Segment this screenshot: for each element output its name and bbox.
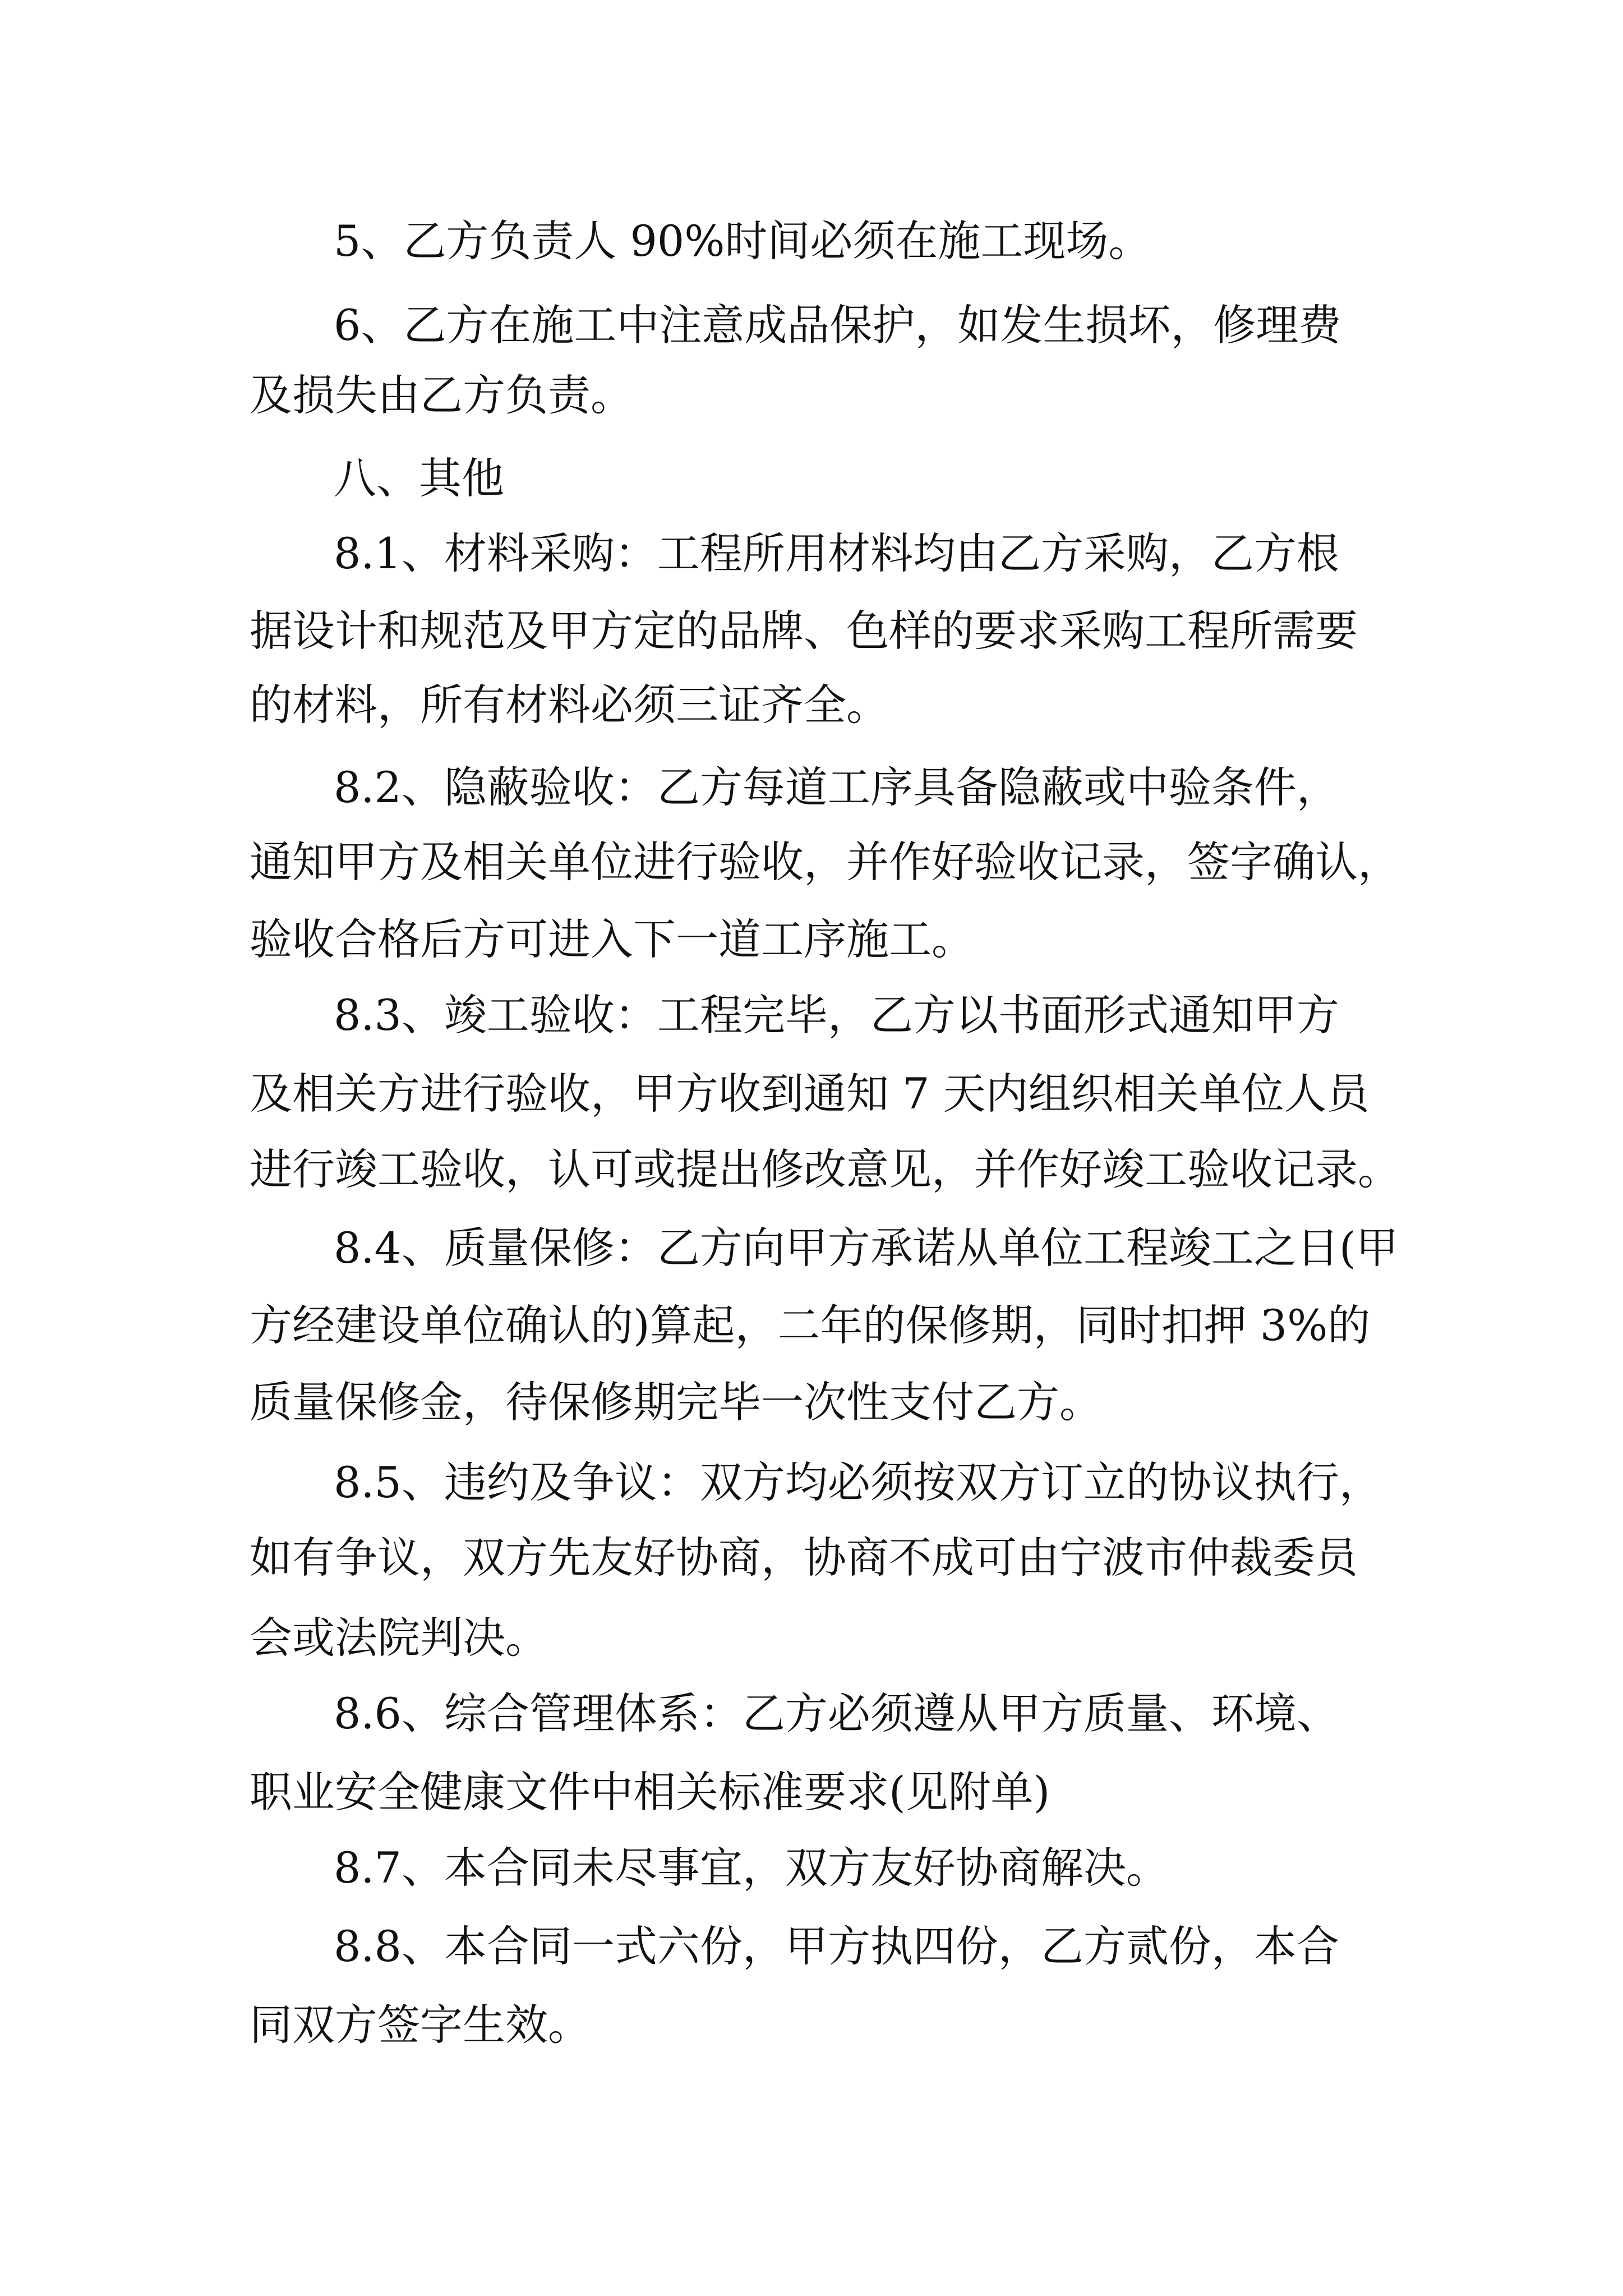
clause-8-2-line-1: 8.2、隐蔽验收：乙方每道工序具备隐蔽或中验条件， [334,762,1339,812]
clause-8-4-line-1: 8.4、质量保修：乙方向甲方承诺从单位工程竣工之日(甲 [334,1223,1399,1273]
clause-6-line-1: 6、乙方在施工中注意成品保护，如发生损坏，修理费 [334,300,1341,350]
clause-8-7-line-1: 8.7、本合同未尽事宜，双方友好协商解决。 [334,1843,1169,1893]
clause-8-8-line-2: 同双方签字生效。 [250,2000,591,2050]
clause-8-3-line-1: 8.3、竣工验收：工程完毕，乙方以书面形式通知甲方 [334,990,1339,1040]
clause-8-2-line-3: 验收合格后方可进入下一道工序施工。 [250,914,974,964]
section-8-heading: 八、其他 [334,453,504,503]
clause-8-3-line-2: 及相关方进行验收，甲方收到通知 7 天内组织相关单位人员 [250,1069,1370,1119]
clause-6-line-2: 及损失由乙方负责。 [250,370,633,420]
clause-8-4-line-3: 质量保修金，待保修期完毕一次性支付乙方。 [250,1377,1102,1427]
clause-8-5-line-3: 会或法院判决。 [250,1613,548,1663]
clause-8-1-line-1: 8.1、材料采购：工程所用材料均由乙方采购，乙方根 [334,528,1339,578]
clause-8-1-line-3: 的材料，所有材料必须三证齐全。 [250,680,889,730]
clause-8-6-line-2: 职业安全健康文件中相关标准要求(见附单) [250,1767,1050,1817]
clause-8-8-line-1: 8.8、本合同一式六份，甲方执四份，乙方贰份，本合 [334,1921,1339,1971]
clause-8-5-line-2: 如有争议，双方先友好协商，协商不成可由宁波市仲裁委员 [250,1533,1358,1582]
clause-8-3-line-3: 进行竣工验收，认可或提出修改意见，并作好竣工验收记录。 [250,1144,1400,1194]
clause-5-line-1: 5、乙方负责人 90%时间必须在施工现场。 [334,216,1151,266]
clause-8-5-line-1: 8.5、违约及争议：双方均必须按双方订立的协议执行， [334,1457,1382,1507]
clause-8-4-line-2: 方经建设单位确认的)算起，二年的保修期，同时扣押 3%的 [250,1300,1371,1350]
clause-8-1-line-2: 据设计和规范及甲方定的品牌、色样的要求采购工程所需要 [250,606,1358,656]
clause-8-2-line-2: 通知甲方及相关单位进行验收，并作好验收记录，签字确认， [250,837,1400,887]
clause-8-6-line-1: 8.6、综合管理体系：乙方必须遵从甲方质量、环境、 [334,1688,1339,1738]
